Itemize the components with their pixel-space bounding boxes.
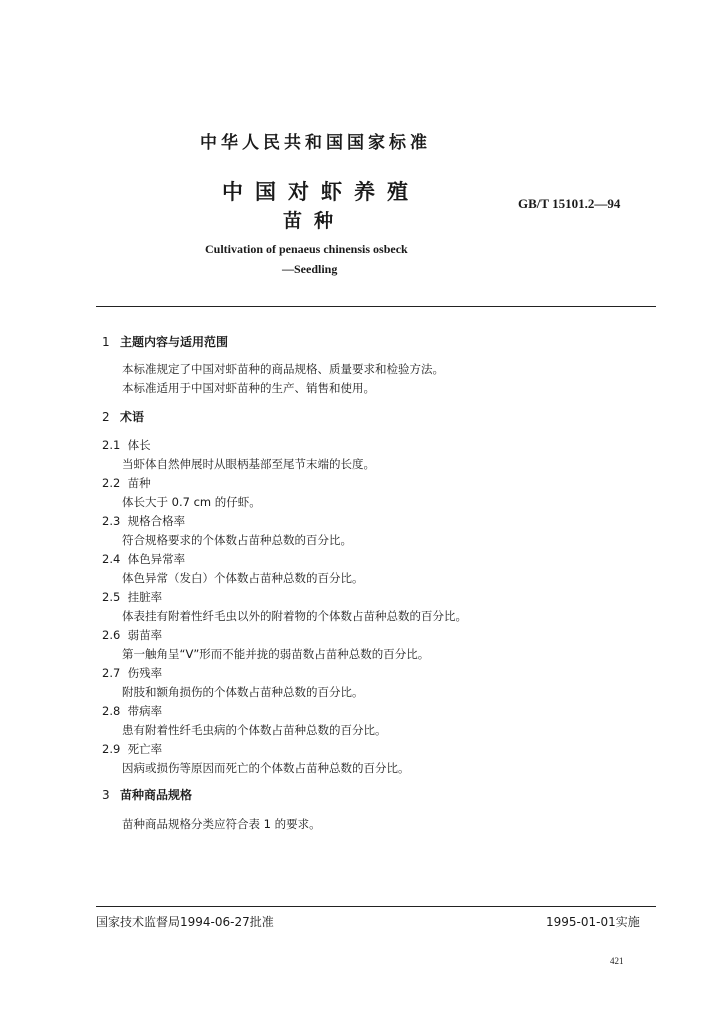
term-2-9: [102, 741, 162, 757]
section-2-heading: [102, 408, 144, 425]
term-2-5: [102, 589, 162, 605]
term-2-2-definition: 体长大于 0.7 cm 的仔虾。: [122, 495, 261, 509]
term-number: 2.4: [102, 552, 121, 566]
header-divider: [96, 306, 656, 307]
term-2-4: [102, 551, 185, 567]
term-title: 规格合格率: [127, 514, 186, 528]
term-title: 弱苗率: [127, 628, 163, 642]
term-2-7-definition: 附肢和额角损伤的个体数占苗种总数的百分比。: [122, 685, 364, 699]
term-2-1-definition: 当虾体自然伸展时从眼柄基部至尾节末端的长度。: [122, 457, 375, 471]
term-2-6-definition: 第一触角呈“V”形而不能并拢的弱苗数占苗种总数的百分比。: [122, 647, 430, 661]
term-2-4-definition: 体色异常（发白）个体数占苗种总数的百分比。: [122, 571, 364, 585]
term-title: 体长: [127, 438, 151, 452]
term-title: 死亡率: [127, 742, 163, 756]
main-title-line1: 中国对虾养殖: [222, 180, 420, 204]
section-number: 2: [102, 410, 110, 424]
section-title: 主题内容与适用范围: [120, 335, 229, 349]
term-2-3: [102, 513, 185, 529]
section-1-heading: [102, 333, 228, 350]
footer-divider: [96, 906, 656, 907]
effective-date: 1995-01-01实施: [546, 915, 640, 929]
term-2-8-definition: 患有附着性纤毛虫病的个体数占苗种总数的百分比。: [122, 723, 387, 737]
term-2-3-definition: 符合规格要求的个体数占苗种总数的百分比。: [122, 533, 352, 547]
term-2-5-definition: 体表挂有附着性纤毛虫以外的附着物的个体数占苗种总数的百分比。: [122, 609, 467, 623]
term-2-1: [102, 437, 151, 453]
standard-code: GB/T 15101.2—94: [518, 196, 621, 211]
standard-category-title: 中华人民共和国国家标准: [200, 133, 431, 153]
term-2-8: [102, 703, 162, 719]
english-title-line2: —Seedling: [282, 262, 338, 276]
section-number: 1: [102, 335, 110, 349]
term-2-9-definition: 因病或损伤等原因而死亡的个体数占苗种总数的百分比。: [122, 761, 410, 775]
term-number: 2.9: [102, 742, 121, 756]
term-title: 挂脏率: [127, 590, 163, 604]
section-title: 苗种商品规格: [120, 788, 193, 802]
page-number: 421: [610, 956, 624, 966]
section-3-paragraph-1: 苗种商品规格分类应符合表 1 的要求。: [122, 817, 321, 831]
section-1-paragraph-2: 本标准适用于中国对虾苗种的生产、销售和使用。: [122, 381, 375, 395]
section-number: 3: [102, 788, 110, 802]
term-title: 带病率: [127, 704, 163, 718]
term-2-6: [102, 627, 162, 643]
term-2-2: [102, 475, 151, 491]
term-title: 体色异常率: [127, 552, 186, 566]
term-2-7: [102, 665, 162, 681]
approval-date: 国家技术监督局1994-06-27批准: [96, 915, 274, 929]
term-title: 苗种: [127, 476, 151, 490]
term-number: 2.2: [102, 476, 121, 490]
term-number: 2.3: [102, 514, 121, 528]
section-1-paragraph-1: 本标准规定了中国对虾苗种的商品规格、质量要求和检验方法。: [122, 362, 444, 376]
main-title-line2: 苗种: [283, 210, 346, 232]
section-3-heading: [102, 786, 192, 803]
term-number: 2.5: [102, 590, 121, 604]
term-number: 2.6: [102, 628, 121, 642]
term-number: 2.1: [102, 438, 121, 452]
term-title: 伤残率: [127, 666, 163, 680]
term-number: 2.7: [102, 666, 121, 680]
term-number: 2.8: [102, 704, 121, 718]
section-title: 术语: [120, 410, 145, 424]
english-title-line1: Cultivation of penaeus chinensis osbeck: [205, 242, 408, 256]
